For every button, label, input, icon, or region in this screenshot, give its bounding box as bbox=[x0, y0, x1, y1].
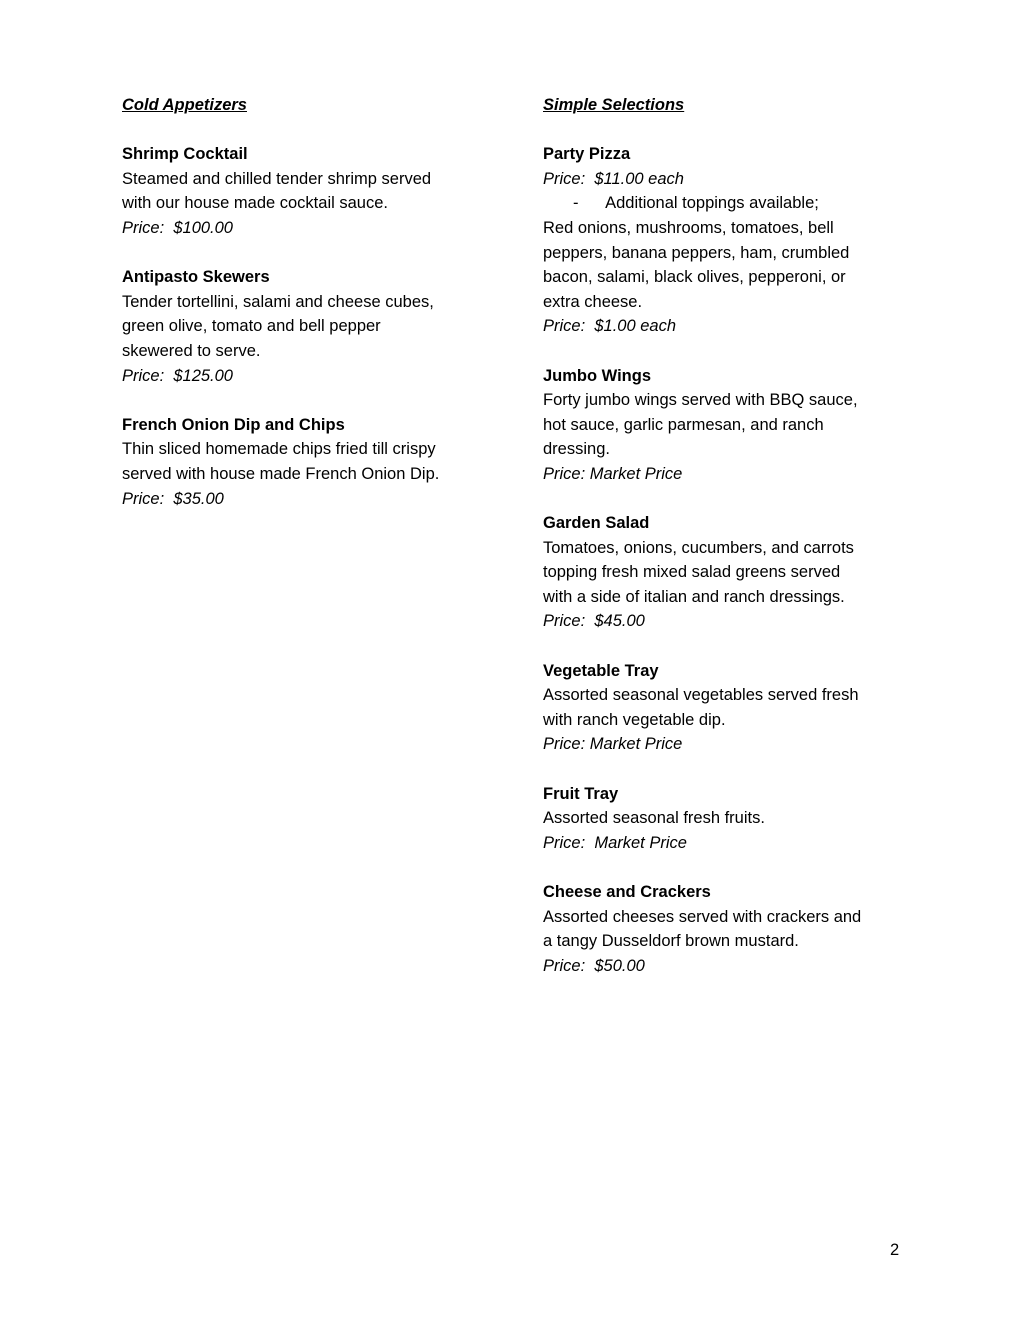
page-number: 2 bbox=[890, 1241, 900, 1259]
menu-item bbox=[122, 142, 527, 240]
item-desc-line: dressing. bbox=[543, 440, 610, 459]
item-desc-line: Tender tortellini, salami and cheese cubes, bbox=[122, 292, 434, 311]
item-desc-line: hot sauce, garlic parmesan, and ranch bbox=[543, 415, 824, 434]
item-price-line: Price: Market Price bbox=[543, 735, 683, 754]
item-desc-line: Steamed and chilled tender shrimp served bbox=[122, 169, 432, 188]
item-desc-line: with a side of italian and ranch dressings. bbox=[543, 587, 845, 606]
item-price-line: Price: $1.00 each bbox=[543, 317, 676, 336]
item-desc-line: Tomatoes, onions, cucumbers, and carrots bbox=[543, 538, 854, 557]
item-desc-line: served with house made French Onion Dip. bbox=[122, 464, 440, 483]
menu-item bbox=[543, 659, 948, 757]
item-name: Cheese and Crackers bbox=[543, 883, 711, 901]
item-desc-line: peppers, banana peppers, ham, crumbled bbox=[543, 243, 850, 262]
item-desc-line: a tangy Dusseldorf brown mustard. bbox=[543, 932, 799, 951]
item-price-line: Price: $50.00 bbox=[543, 956, 645, 975]
item-desc-line: Thin sliced homemade chips fried till crispy bbox=[122, 440, 436, 459]
item-price-line: Price: $125.00 bbox=[122, 366, 233, 385]
item-desc-line: green olive, tomato and bell pepper bbox=[122, 317, 381, 336]
menu-item bbox=[543, 142, 948, 339]
item-desc-line: with ranch vegetable dip. bbox=[543, 710, 726, 729]
item-desc-line: Forty jumbo wings served with BBQ sauce, bbox=[543, 391, 858, 410]
menu-item bbox=[543, 364, 948, 487]
item-name: Fruit Tray bbox=[543, 784, 619, 803]
menu-item bbox=[543, 782, 948, 856]
menu-column-right bbox=[543, 93, 948, 1003]
item-price-line: Price: $45.00 bbox=[543, 612, 645, 631]
item-price-line: Price: $11.00 each bbox=[543, 169, 684, 188]
item-price-line: Price: $35.00 bbox=[122, 489, 224, 508]
item-name: Party Pizza bbox=[543, 145, 631, 164]
menu-item bbox=[122, 413, 527, 511]
item-desc-line: Assorted seasonal fresh fruits. bbox=[543, 809, 765, 828]
item-desc-line: skewered to serve. bbox=[122, 341, 261, 360]
item-desc-line: with our house made cocktail sauce. bbox=[122, 194, 388, 213]
item-name: French Onion Dip and Chips bbox=[122, 415, 345, 434]
menu-item bbox=[122, 265, 527, 388]
item-name: Garden Salad bbox=[543, 514, 650, 533]
item-price-line: Price: $100.00 bbox=[122, 218, 233, 237]
item-name: Vegetable Tray bbox=[543, 661, 659, 680]
item-name: Jumbo Wings bbox=[543, 366, 652, 385]
item-name: Antipasto Skewers bbox=[122, 268, 270, 287]
item-price-line: Price: Market Price bbox=[543, 833, 687, 852]
section-heading: Cold Appetizers bbox=[122, 96, 247, 114]
item-desc-line: extra cheese. bbox=[543, 292, 643, 311]
item-desc-line: bacon, salami, black olives, pepperoni, or bbox=[543, 268, 846, 287]
item-desc-line: Red onions, mushrooms, tomatoes, bell bbox=[543, 218, 834, 237]
section-heading: Simple Selections bbox=[543, 96, 685, 114]
item-desc-line: Assorted seasonal vegetables served fresh bbox=[543, 686, 859, 705]
item-note-line: - Additional toppings available; bbox=[573, 194, 819, 213]
item-price-line: Price: Market Price bbox=[543, 464, 683, 483]
item-name: Shrimp Cocktail bbox=[122, 145, 248, 164]
menu-item bbox=[543, 511, 948, 634]
menu-item bbox=[543, 880, 948, 978]
item-desc-line: Assorted cheeses served with crackers and bbox=[543, 907, 862, 926]
menu-column-left bbox=[122, 93, 527, 536]
item-desc-line: topping fresh mixed salad greens served bbox=[543, 563, 841, 582]
